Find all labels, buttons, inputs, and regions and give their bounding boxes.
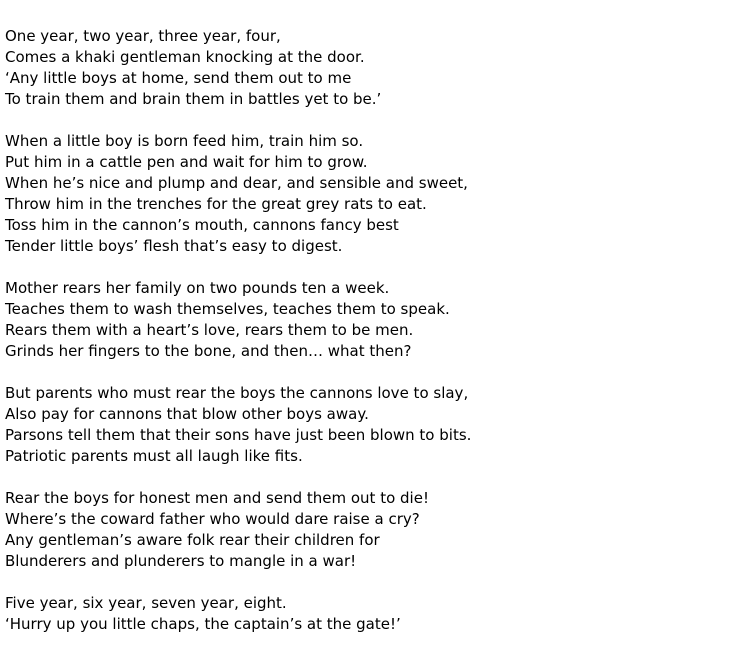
poem-line: Throw him in the trenches for the great grey rats to eat.	[5, 195, 427, 213]
poem-line: Five year, six year, seven year, eight.	[5, 594, 287, 612]
poem-line: But parents who must rear the boys the cannons love to slay,	[5, 384, 469, 402]
poem-line: Patriotic parents must all laugh like fits.	[5, 447, 303, 465]
poem-line: Tender little boys’ flesh that’s easy to digest.	[5, 237, 343, 255]
poem-line: Teaches them to wash themselves, teaches them to speak.	[5, 300, 450, 318]
poem-line: Where’s the coward father who would dare raise a cry?	[5, 510, 420, 528]
poem-line: Also pay for cannons that blow other boys away.	[5, 405, 369, 423]
poem-line: Blunderers and plunderers to mangle in a war!	[5, 552, 357, 570]
stanza-2	[5, 131, 745, 257]
poem-line: ‘Any little boys at home, send them out to me	[5, 69, 352, 87]
poem-line: Rears them with a heart’s love, rears them to be men.	[5, 321, 414, 339]
poem-line: Rear the boys for honest men and send them out to die!	[5, 489, 429, 507]
poem-line: Mother rears her family on two pounds ten a week.	[5, 279, 390, 297]
poem-line: Parsons tell them that their sons have just been blown to bits.	[5, 426, 472, 444]
stanza-3	[5, 278, 745, 362]
poem-line: Grinds her fingers to the bone, and then… what then?	[5, 342, 412, 360]
stanza-6	[5, 593, 745, 635]
poem-line: Any gentleman’s aware folk rear their children for	[5, 531, 380, 549]
poem-line: To train them and brain them in battles yet to be.’	[5, 90, 382, 108]
stanza-1	[5, 26, 745, 110]
poem-line: One year, two year, three year, four,	[5, 27, 281, 45]
poem-line: When a little boy is born feed him, train him so.	[5, 132, 364, 150]
poem-line: ‘Hurry up you little chaps, the captain’s at the gate!’	[5, 615, 401, 633]
stanza-4	[5, 383, 745, 467]
poem-line: Put him in a cattle pen and wait for him to grow.	[5, 153, 368, 171]
poem-line: Comes a khaki gentleman knocking at the door.	[5, 48, 365, 66]
stanza-5	[5, 488, 745, 572]
poem-line: When he’s nice and plump and dear, and sensible and sweet,	[5, 174, 468, 192]
poem-text	[5, 26, 745, 656]
poem-line: Toss him in the cannon’s mouth, cannons fancy best	[5, 216, 399, 234]
